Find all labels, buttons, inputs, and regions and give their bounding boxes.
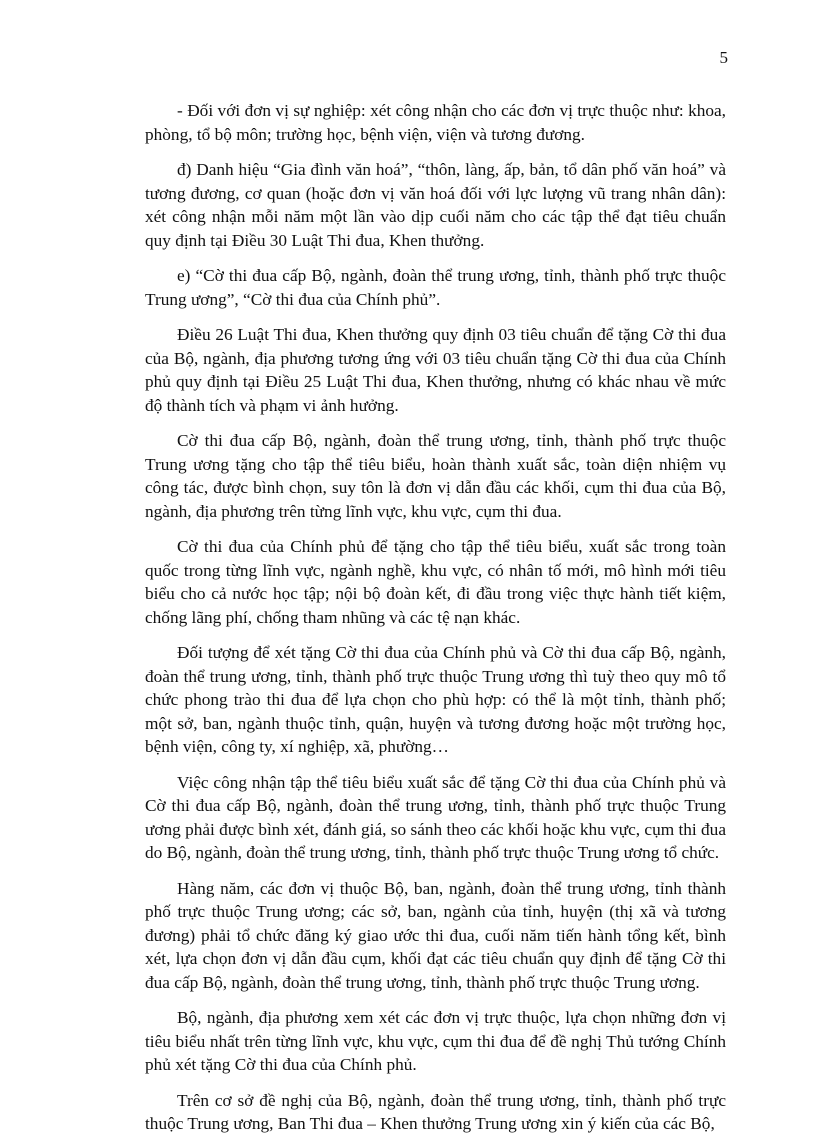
document-body	[145, 99, 726, 1148]
paragraph: Cờ thi đua cấp Bộ, ngành, đoàn thể trung ương, tỉnh, thành phố trực thuộc Trung ương tặng cho tập thể tiêu biểu, hoàn thành xuất sắc, toàn diện nhiệm vụ công tác, được bình chọn, suy tôn là đơn vị dẫn đầu các khối, cụm thi đua của Bộ, ngành, địa phương trên từng lĩnh vực, khu vực, cụm thi đua.	[145, 431, 726, 521]
paragraph: - Đối với đơn vị sự nghiệp: xét công nhận cho các đơn vị trực thuộc như: khoa, phòng, tổ bộ môn; trường học, bệnh viện, viện và tương đương.	[145, 101, 726, 144]
page-number: 5	[719, 48, 728, 67]
paragraph: Việc công nhận tập thể tiêu biểu xuất sắc để tặng Cờ thi đua của Chính phủ và Cờ thi đua cấp Bộ, ngành, đoàn thể trung ương, tỉnh, thành phố trực thuộc Trung ương phải được bình xét, đánh giá, so sánh theo các khối hoặc khu vực, cụm thi đua do Bộ, ngành, đoàn thể trung ương, tỉnh, thành phố trực thuộc Trung ương tổ chức.	[145, 772, 726, 862]
paragraph: Điều 26 Luật Thi đua, Khen thưởng quy định 03 tiêu chuẩn để tặng Cờ thi đua của Bộ, ngành, địa phương tương ứng với 03 tiêu chuẩn tặng Cờ thi đua của Chính phủ quy định tại Điều 25 Luật Thi đua, Khen thưởng, nhưng có khác nhau về mức độ thành tích và phạm vi ảnh hưởng.	[145, 325, 726, 415]
paragraph: đ) Danh hiệu “Gia đình văn hoá”, “thôn, làng, ấp, bản, tổ dân phố văn hoá” và tương đương, cơ quan (hoặc đơn vị văn hoá đối với lực lượng vũ trang nhân dân): xét công nhận mỗi năm một lần vào dịp cuối năm cho các tập thể đạt tiêu chuẩn quy định tại Điều 30 Luật Thi đua, Khen thưởng.	[145, 160, 726, 250]
paragraph: Trên cơ sở đề nghị của Bộ, ngành, đoàn thể trung ương, tỉnh, thành phố trực thuộc Trung ương, Ban Thi đua – Khen thưởng Trung ương xin ý kiến của các Bộ,	[145, 1090, 726, 1133]
paragraph: Đối tượng để xét tặng Cờ thi đua của Chính phủ và Cờ thi đua cấp Bộ, ngành, đoàn thể trung ương, tỉnh, thành phố trực thuộc Trung ương thì tuỳ theo quy mô tổ chức phong trào thi đua để lựa chọn cho phù hợp: có thể là một tỉnh, thành phố; một sở, ban, ngành thuộc tỉnh, quận, huyện và tương đương hoặc một trường học, bệnh viện, công ty, xí nghiệp, xã, phường…	[145, 643, 726, 756]
paragraph: Hàng năm, các đơn vị thuộc Bộ, ban, ngành, đoàn thể trung ương, tỉnh thành phố trực thuộc Trung ương; các sở, ban, ngành của tỉnh, huyện (thị xã và tương đương) phải tổ chức đăng ký giao ước thi đua, cuối năm tiến hành tổng kết, bình xét, lựa chọn đơn vị dẫn đầu cụm, khối đạt các tiêu chuẩn quy định để tặng Cờ thi đua cấp Bộ, ngành, đoàn thể trung ương, tỉnh, thành phố trực thuộc Trung ương.	[145, 878, 726, 992]
paragraph: Bộ, ngành, địa phương xem xét các đơn vị trực thuộc, lựa chọn những đơn vị tiêu biểu nhất trên từng lĩnh vực, khu vực, cụm thi đua để đề nghị Thủ tướng Chính phủ xét tặng Cờ thi đua của Chính phủ.	[145, 1008, 726, 1074]
paragraph: e) “Cờ thi đua cấp Bộ, ngành, đoàn thể trung ương, tỉnh, thành phố trực thuộc Trung ương”, “Cờ thi đua của Chính phủ”.	[145, 266, 726, 309]
paragraph: Cờ thi đua của Chính phủ để tặng cho tập thể tiêu biểu, xuất sắc trong toàn quốc trong từng lĩnh vực, ngành nghề, khu vực, có nhân tố mới, mô hình mới tiêu biểu cho cả nước học tập; nội bộ đoàn kết, đi đầu trong việc thực hành tiết kiệm, chống lãng phí, chống tham nhũng và các tệ nạn khác.	[145, 537, 726, 627]
